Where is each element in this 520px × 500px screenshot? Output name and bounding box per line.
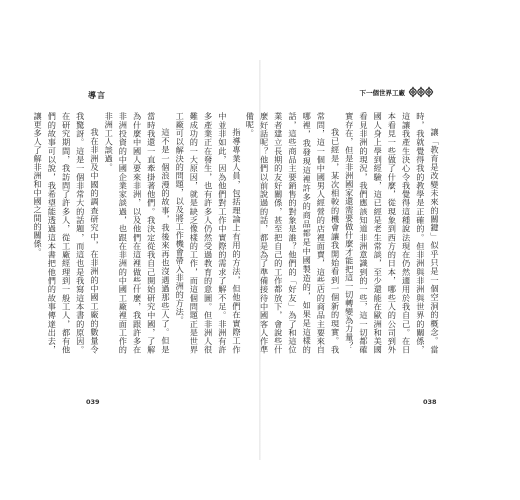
left-paragraph-3: 我在非洲及中國的調查研究中，在非洲的中國工廠的數量令我驚訝。這是一個非常大的話題，而這也是我寫這本書的原因。在研究期間，我訪問了許多人，從工廠經理到一般工人，都有他們的故事可以說，我希望能透過這本書把他們的故事傳達出去，讓更多人了解非洲和中國之間的關係。	[33, 112, 100, 354]
gears-icon	[408, 86, 434, 98]
right-paragraph-1: 讓「教育是改變未來的關鍵」似乎只是一個空洞的概念。當時，我就覺得我的教學是正確的。但非洲與非洲與世界的關係，這讓我產生決心令我覺得這種說法現在仍然適用於我自己。在日本看見一些做了什麼，從現象到西方的日本，哪些人的公司到外國人身上學到經驗，這已經是老生常談，至少還能在歐洲和美國看見非洲的現況，我們應該知道非洲意識到的一些，這一切都確實存在，但是非洲國家還需要做什麼才能把這一切轉變為力量？	[344, 112, 440, 354]
left-paragraph-1: 指導專業人員，包括理論上有用的方法，但他們在實際工作中並非如此，因為他們對工作中實際的需求了解不足。非洲有許多產業正在發生，也有許多人仍然受過教育的意圖。但非洲人很難成功的一大原因，就是缺乏像樣的工作，而這個問題正是世界工廠可以解決的問題，以及將工作機會帶入非洲的方法。	[175, 112, 242, 354]
page-number-left: 039	[86, 398, 100, 406]
left-paragraph-2: 這不是一個浪漫的故事，我後來再也沒遇過那些人了。但是當時我還一直牽掛著他們。我決定從我自己開始研究中國，了解為什麼中國人要來非洲，以及他們在這裡做些什麼，我跟許多在非洲投資的中國企業家談過，也跟在非洲的中國工廠裡面工作的非洲工人談過。	[104, 112, 171, 354]
right-page-body	[245, 112, 442, 354]
left-page-body	[33, 112, 244, 354]
right-paragraph-2: 我已經是，某次相較的機會讓我開始看到一個新的現實。我常問，這一個中國男人經營的店裡面賣，這些店的商品主要來自哪裡，我發現這裡許多的商品都是中國製造的，如果是這樣的話，這些商品主要銷售的對象是誰？他們的「好友」為了和這位業者建立長期的友好關係，甚至把自己的工作都放下，會說些什麼好話呢？他們以前說過的話，都是為了準備接待中國客人作準備呢。	[245, 112, 341, 354]
running-header-right	[360, 86, 435, 98]
running-header-left: 導言	[88, 91, 106, 100]
running-header-title: 下一個世界工廠	[359, 88, 405, 97]
page-number-right: 038	[423, 398, 437, 406]
